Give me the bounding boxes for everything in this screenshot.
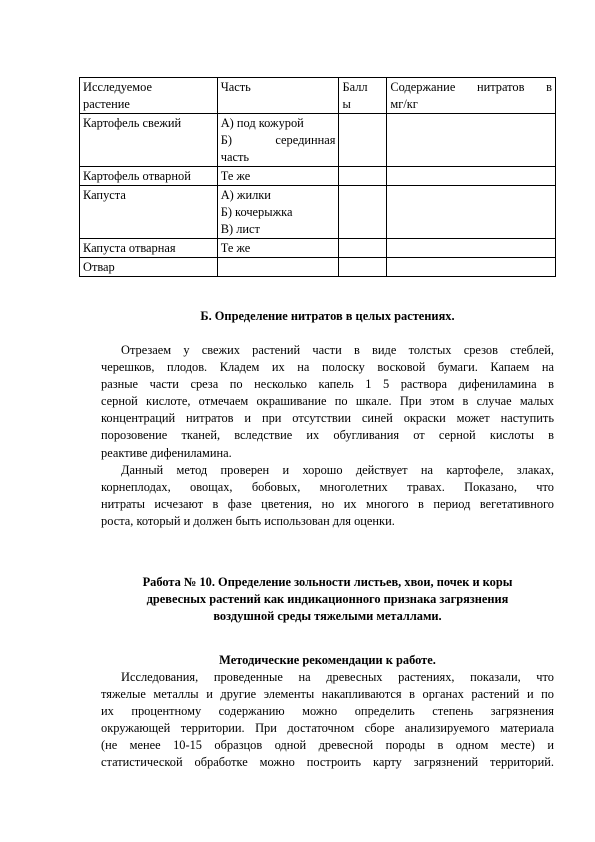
header-plant-line-1: Исследуемое: [83, 80, 152, 94]
header-content-line-1: Содержание нитратов в: [390, 80, 552, 94]
table-header-row: [80, 78, 556, 114]
section-b-title: Б. Определение нитратов в целых растениях.: [200, 309, 455, 323]
cell-score: [339, 167, 387, 186]
paragraph-line: черешков, плодов. Кладем их на полоску восковой бумаги. Капаем на: [101, 360, 554, 375]
paragraph-line: окружающей территории. При достаточном сборе анализируемого материала: [101, 721, 554, 736]
header-score-line-2: ы: [342, 97, 351, 111]
paragraph-line: серной кислоте, отмечаем окрашивание по шкале. При этом в случае малых: [101, 394, 554, 409]
paragraph-line: Исследования, проведенные на древесных растениях, показали, что: [121, 670, 554, 684]
cell-plant: Отвар: [80, 258, 218, 277]
title-line: древесных растений как индикационного признака загрязнения: [146, 592, 509, 607]
paragraph-line: их процентному содержанию можно определить степень загрязнения: [101, 704, 554, 719]
cell-plant: Картофель отварной: [80, 167, 218, 186]
cell-part-line: часть: [220, 150, 250, 164]
cell-content: [387, 114, 556, 167]
paragraph-line: Данный метод проверен и хорошо действует на картофеле, злаках,: [121, 463, 554, 477]
header-content-line-2: мг/кг: [390, 97, 418, 111]
cell-part-line: А) под кожурой: [220, 116, 304, 130]
cell-part-line: В) лист: [220, 222, 260, 236]
paragraph-line: тяжелые металлы и другие элементы накапливаются в органах растений и по: [101, 687, 554, 702]
cell-content: [387, 186, 556, 239]
header-part-label: Часть: [220, 80, 251, 94]
header-plant-line-2: растение: [83, 97, 130, 111]
cell-part: Те же: [217, 167, 339, 186]
table-row: [80, 167, 556, 186]
title-line: воздушной среды тяжелыми металлами.: [213, 609, 442, 624]
work10-title: [101, 574, 554, 625]
header-nitrate-content: [387, 78, 556, 114]
section-b-paragraph-2: [101, 462, 554, 530]
cell-plant: Картофель свежий: [80, 114, 218, 167]
cell-score: [339, 114, 387, 167]
cell-plant: Капуста отварная: [80, 239, 218, 258]
work10-subtitle: Методические рекомендации к работе.: [219, 653, 436, 667]
cell-score: [339, 186, 387, 239]
table-row: [80, 186, 556, 239]
paragraph-line: Отрезаем у свежих растений части в виде толстых срезов стеблей,: [121, 343, 554, 357]
paragraph-line: (не менее 10-15 образцов одной древесной породы в одном месте) и: [101, 738, 554, 753]
cell-plant: Капуста: [80, 186, 218, 239]
header-plant: [80, 78, 218, 114]
cell-part-line: Б) кочерыжка: [220, 205, 293, 219]
cell-part: [217, 114, 339, 167]
cell-content: [387, 167, 556, 186]
paragraph-line: нитраты исчезают в фазе цветения, но их многого в период вегетативного: [101, 497, 554, 512]
header-part: [217, 78, 339, 114]
table-row: [80, 258, 556, 277]
table-row: [80, 114, 556, 167]
cell-score: [339, 239, 387, 258]
paragraph-line: реактиве дифениламина.: [101, 445, 232, 460]
header-score-line-1: Балл: [342, 80, 368, 94]
title-line: Работа № 10. Определение зольности листьев, хвои, почек и коры: [142, 575, 513, 589]
nitrate-table: [79, 77, 556, 277]
paragraph-line: разные части среза по несколько капель 1 5 раствора дифениламина в: [101, 377, 554, 392]
header-score: [339, 78, 387, 114]
cell-part-line: Б) серединная: [220, 133, 336, 147]
paragraph-line: статистической обработке можно построить карту загрязнений территорий.: [101, 755, 554, 770]
cell-content: [387, 239, 556, 258]
work10-paragraph: [101, 669, 554, 772]
paragraph-line: концентраций нитратов и при отсутствии синей окраски может наступить: [101, 411, 554, 426]
paragraph-line: корнеплодах, овощах, бобовых, многолетних травах. Показано, что: [101, 480, 554, 495]
table-row: [80, 239, 556, 258]
cell-part: Те же: [217, 239, 339, 258]
cell-content: [387, 258, 556, 277]
paragraph-line: роста, который и должен быть использован для оценки.: [101, 514, 395, 529]
cell-part: [217, 258, 339, 277]
cell-part: [217, 186, 339, 239]
cell-score: [339, 258, 387, 277]
section-b-paragraph-1: [101, 342, 554, 462]
cell-part-line: А) жилки: [220, 188, 271, 202]
paragraph-line: порозовение тканей, вследствие их обугливания от серной кислоты в: [101, 428, 554, 443]
